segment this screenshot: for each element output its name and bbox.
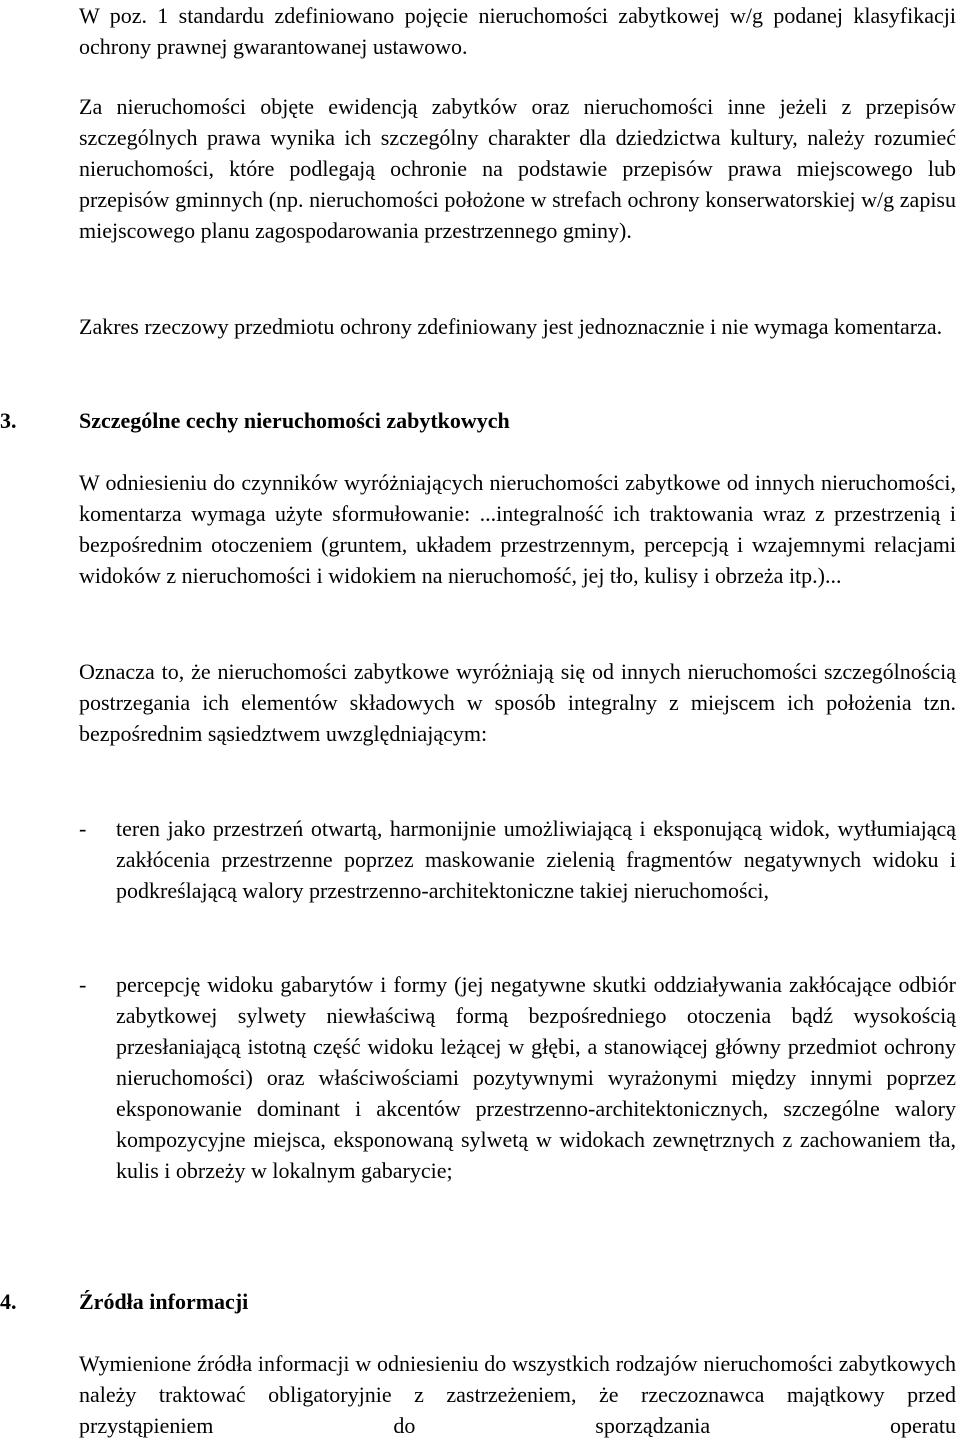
list-item	[79, 813, 956, 906]
paragraph-information-sources: Wymienione źródła informacji w odniesieniu do wszystkich rodzajów nieruchomości zabytkowych należy traktować obligatoryjnie z zastrzeżeniem, że rzeczoznawca majątkowy przed przystąpieniem do sporządzania operatu	[79, 1351, 956, 1438]
section-heading-3	[0, 405, 956, 436]
section-title: Szczególne cechy nieruchomości zabytkowych	[79, 408, 510, 433]
section-number: 3.	[0, 408, 17, 433]
paragraph-distinguishing-factors: W odniesieniu do czynników wyróżniających nieruchomości zabytkowe od innych nieruchomości, komentarza wymaga użyte sformułowanie: ...integralność ich traktowania wraz z przestrzenią i bezpośrednim otoczeniem (gruntem, układem przestrzennym, percepcją i wzajemnymi relacjami widoków z nieruchomości i widokiem na nieruchomość, jej tło, kulisy i obrzeża itp.)...	[79, 470, 956, 588]
section-number: 4.	[0, 1289, 17, 1314]
paragraph-meaning: Oznacza to, że nieruchomości zabytkowe wyróżniają się od innych nieruchomości szczególnością postrzegania ich elementów składowych w sposób integralny z miejscem ich położenia tzn. bezpośrednim sąsiedztwem uwzględniającym:	[79, 659, 956, 746]
paragraph-registered-properties: Za nieruchomości objęte ewidencją zabytków oraz nieruchomości inne jeżeli z przepisów szczególnych prawa wynika ich szczególny charakter dla dziedzictwa kultury, należy rozumieć nieruchomości, które podlegają ochronie na podstawie przepisów prawa miejscowego lub przepisów gminnych (np. nieruchomości położone w strefach ochrony konserwatorskiej w/g zapisu miejscowego planu zagospodarowania przestrzennego gminy).	[79, 94, 956, 243]
paragraph-definition: W poz. 1 standardu zdefiniowano pojęcie nieruchomości zabytkowej w/g podanej klasyfikacji ochrony prawnej gwarantowanej ustawowo.	[79, 3, 956, 59]
paragraph-scope: Zakres rzeczowy przedmiotu ochrony zdefiniowany jest jednoznacznie i nie wymaga komentarza.	[79, 314, 943, 339]
list-item-text: teren jako przestrzeń otwartą, harmonijnie umożliwiającą i eksponującą widok, wytłumiającą zakłócenia przestrzenne poprzez maskowanie zielenią fragmentów negatywnych widoku i podkreślającą walory przestrzenno-architektoniczne takiej nieruchomości,	[116, 816, 956, 903]
section-heading-4	[0, 1286, 956, 1317]
section-title: Źródła informacji	[79, 1289, 249, 1314]
bullet-dash: -	[79, 816, 87, 841]
list-item-text: percepcję widoku gabarytów i formy (jej negatywne skutki oddziaływania zakłócające odbiór zabytkowej sylwety niewłaściwą formą bezpośredniego otoczenia bądź wysokością przesłaniającą istotną część widoku leżącej w głębi, a stanowiącej główny przedmiot ochrony nieruchomości) oraz właściwościami pozytywnymi wyrażonymi między innymi poprzez eksponowanie dominant i akcentów przestrzenno-architektonicznych, szczególne walory kompozycyjne miejsca, eksponowaną sylwetą w widokach zewnętrznych z zachowaniem tła, kulis i obrzeży w lokalnym gabarycie;	[116, 972, 956, 1183]
bullet-dash: -	[79, 972, 87, 997]
list-item	[79, 969, 956, 1186]
